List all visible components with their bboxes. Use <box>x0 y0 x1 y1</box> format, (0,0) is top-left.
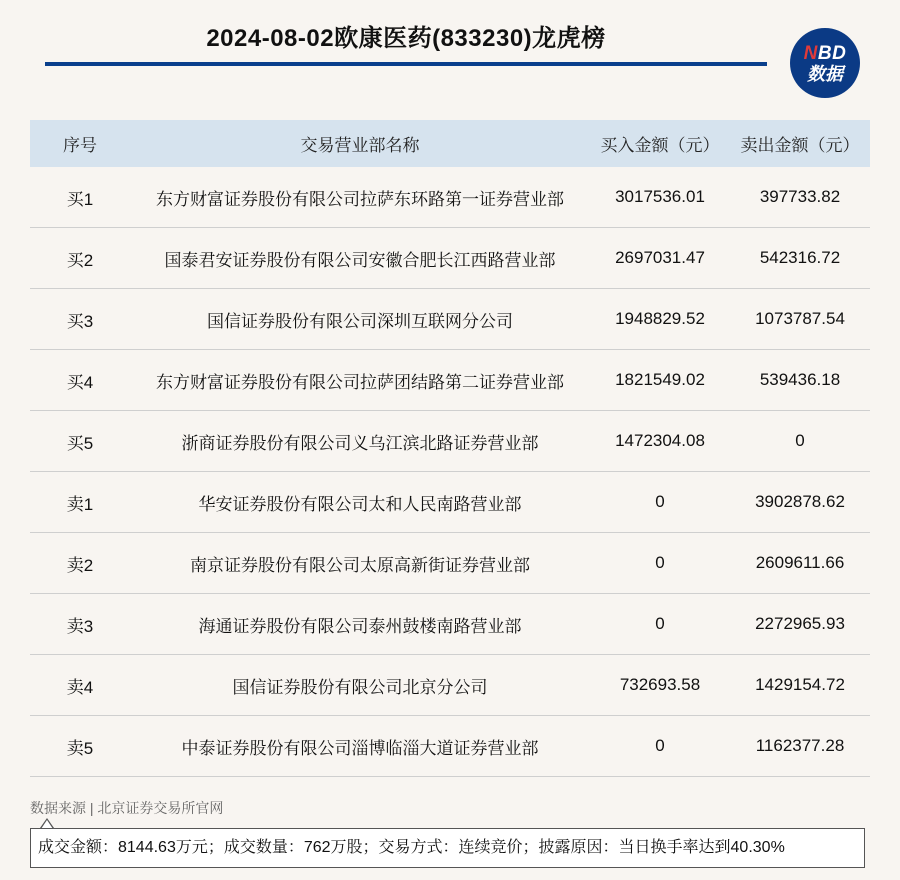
row-seq: 买2 <box>30 228 130 289</box>
row-buy-amount: 1472304.08 <box>590 411 730 472</box>
row-seq: 买1 <box>30 167 130 228</box>
row-seq: 卖4 <box>30 655 130 716</box>
column-header-name: 交易营业部名称 <box>130 120 590 167</box>
page-title: 2024-08-02欧康医药(833230)龙虎榜 <box>206 25 606 52</box>
row-sell-amount: 1073787.54 <box>730 289 870 350</box>
column-header-seq: 序号 <box>30 120 130 167</box>
row-sell-amount: 1429154.72 <box>730 655 870 716</box>
row-broker-name: 浙商证券股份有限公司义乌江滨北路证券营业部 <box>130 411 590 472</box>
row-sell-amount: 1162377.28 <box>730 716 870 777</box>
row-buy-amount: 1821549.02 <box>590 350 730 411</box>
row-buy-amount: 0 <box>590 533 730 594</box>
row-sell-amount: 0 <box>730 411 870 472</box>
row-broker-name: 南京证券股份有限公司太原高新街证券营业部 <box>130 533 590 594</box>
row-buy-amount: 1948829.52 <box>590 289 730 350</box>
title-underline <box>45 62 767 66</box>
table-row <box>30 228 870 289</box>
row-sell-amount: 2609611.66 <box>730 533 870 594</box>
row-broker-name: 国信证券股份有限公司北京分公司 <box>130 655 590 716</box>
table-row <box>30 350 870 411</box>
row-buy-amount: 0 <box>590 716 730 777</box>
row-broker-name: 国信证券股份有限公司深圳互联网分公司 <box>130 289 590 350</box>
table-row <box>30 472 870 533</box>
table-header-row <box>30 120 870 167</box>
logo-top-text: NBD <box>803 42 847 64</box>
row-seq: 卖1 <box>30 472 130 533</box>
row-broker-name: 国泰君安证券股份有限公司安徽合肥长江西路营业部 <box>130 228 590 289</box>
dragon-tiger-table <box>30 120 870 777</box>
row-sell-amount: 542316.72 <box>730 228 870 289</box>
table-row <box>30 411 870 472</box>
table-row <box>30 655 870 716</box>
row-seq: 卖2 <box>30 533 130 594</box>
nbd-logo <box>790 28 860 98</box>
data-source: 数据来源 | 北京证券交易所官网 <box>30 800 224 816</box>
column-header-sell: 卖出金额（元） <box>730 120 870 167</box>
row-seq: 买5 <box>30 411 130 472</box>
table-row <box>30 289 870 350</box>
row-broker-name: 东方财富证券股份有限公司拉萨团结路第二证券营业部 <box>130 350 590 411</box>
trade-summary-note: 成交金额：8144.63万元；成交数量：762万股；交易方式：连续竞价；披露原因：当日换手率达到40.30% <box>30 828 865 868</box>
row-sell-amount: 3902878.62 <box>730 472 870 533</box>
row-broker-name: 东方财富证券股份有限公司拉萨东环路第一证券营业部 <box>130 167 590 228</box>
row-seq: 买4 <box>30 350 130 411</box>
row-buy-amount: 0 <box>590 472 730 533</box>
row-broker-name: 中泰证券股份有限公司淄博临淄大道证券营业部 <box>130 716 590 777</box>
logo-bottom-text: 数据 <box>807 63 843 84</box>
row-buy-amount: 3017536.01 <box>590 167 730 228</box>
row-buy-amount: 2697031.47 <box>590 228 730 289</box>
row-seq: 买3 <box>30 289 130 350</box>
row-sell-amount: 539436.18 <box>730 350 870 411</box>
column-header-buy: 买入金额（元） <box>590 120 730 167</box>
table-row <box>30 167 870 228</box>
table-row <box>30 533 870 594</box>
row-sell-amount: 2272965.93 <box>730 594 870 655</box>
row-buy-amount: 0 <box>590 594 730 655</box>
table-row <box>30 716 870 777</box>
table-row <box>30 594 870 655</box>
row-seq: 卖5 <box>30 716 130 777</box>
row-broker-name: 华安证券股份有限公司太和人民南路营业部 <box>130 472 590 533</box>
row-sell-amount: 397733.82 <box>730 167 870 228</box>
row-buy-amount: 732693.58 <box>590 655 730 716</box>
row-seq: 卖3 <box>30 594 130 655</box>
row-broker-name: 海通证券股份有限公司泰州鼓楼南路营业部 <box>130 594 590 655</box>
